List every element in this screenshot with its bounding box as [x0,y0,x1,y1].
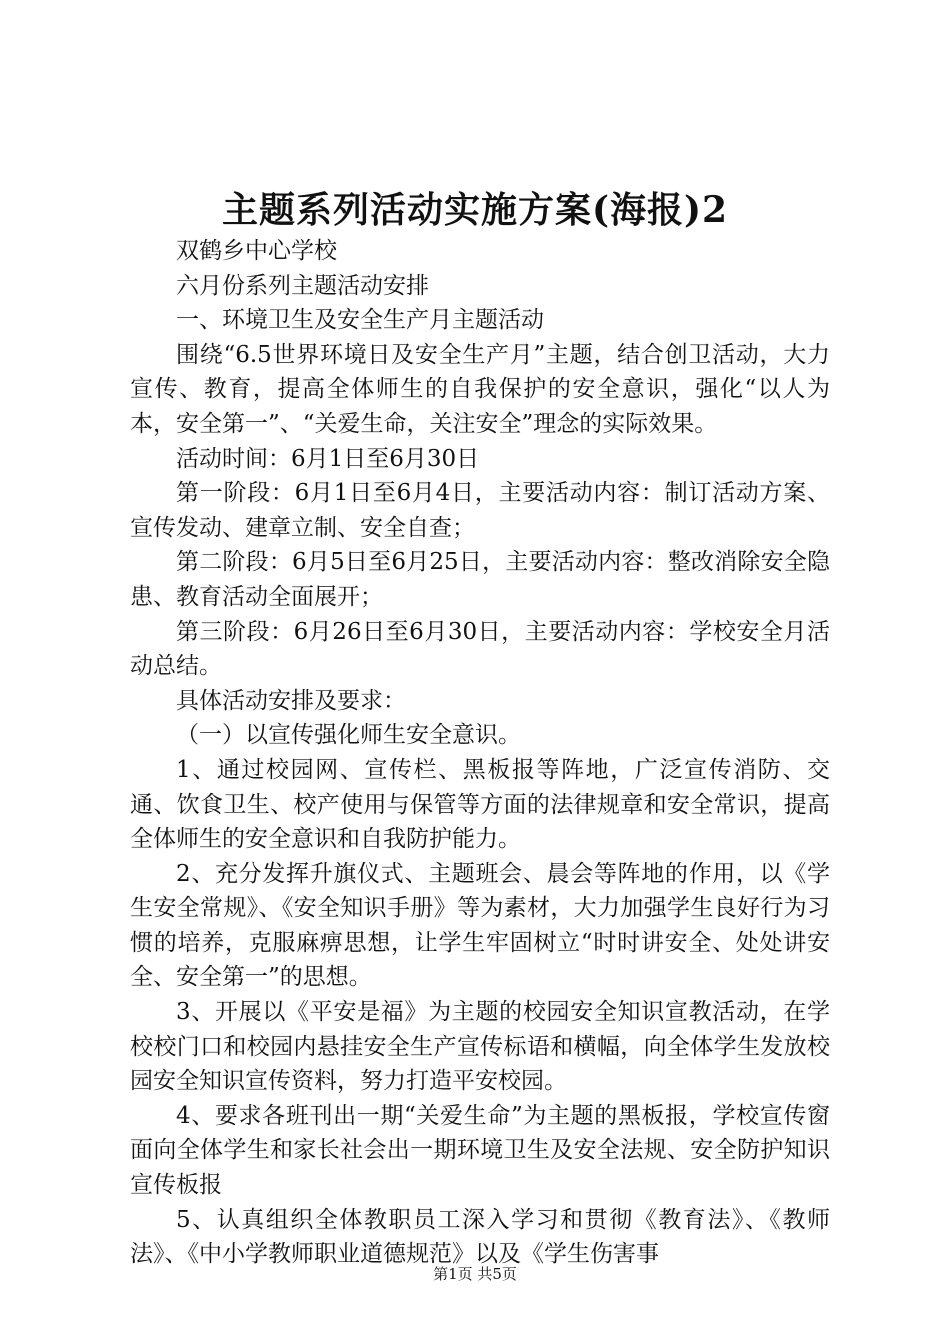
list-item: 3、开展以《平安是福》为主题的校园安全知识宣教活动，在学校校门口和校园内悬挂安全生产宣传标语和横幅，向全体学生发放校园安全知识宣传资料，努力打造平安校园。 [130,999,830,1095]
paragraph: 具体活动安排及要求： [176,687,406,714]
list-item: 5、认真组织全体教职员工深入学习和贯彻《教育法》、《教师法》、《中小学教师职业道德规范》以及《学生伤害事 [130,1206,830,1268]
document-title: 主题系列活动实施方案(海报)2 [221,189,729,231]
page-footer: 第1页 共5页 [433,1265,517,1283]
document-body [130,234,830,1272]
paragraph-subtitle: 六月份系列主题活动安排 [176,272,429,299]
section-heading: 一、环境卫生及安全生产月主题活动 [176,307,544,334]
paragraph: 第二阶段：6月5日至6月25日，主要活动内容：整改消除安全隐患、教育活动全面展开； [130,549,830,610]
paragraph-school-name: 双鹤乡中心学校 [176,238,337,264]
paragraph: 活动时间：6月1日至6月30日 [176,445,480,472]
paragraph: 第一阶段：6月1日至6月4日，主要活动内容：制订活动方案、宣传发动、建章立制、安全自查； [130,480,830,541]
paragraph: 围绕“6.5世界环境日及安全生产月”主题，结合创卫活动，大力宣传、教育，提高全体师生的自我保护的安全意识，强化“以人为本，安全第一”、“关爱生命，关注安全”理念的实际效果。 [130,341,830,437]
list-item: 4、要求各班刊出一期“关爱生命”为主题的黑板报，学校宣传窗面向全体学生和家长社会出一期环境卫生及安全法规、安全防护知识宣传板报 [130,1102,830,1199]
list-item: 2、充分发挥升旗仪式、主题班会、晨会等阵地的作用，以《学生安全常规》、《安全知识手册》等为素材，大力加强学生良好行为习惯的培养，克服麻痹思想，让学生牢固树立“时时讲安全、处处讲安全、安全第一”的思想。 [130,860,830,991]
paragraph: 第三阶段：6月26日至6月30日，主要活动内容：学校安全月活动总结。 [130,618,830,680]
list-item: 1、通过校园网、宣传栏、黑板报等阵地，广泛宣传消防、交通、饮食卫生、校产使用与保管等方面的法律规章和安全常识，提高全体师生的安全意识和自我防护能力。 [130,756,830,853]
subsection-heading: （一）以宣传强化师生安全意识。 [176,722,521,749]
